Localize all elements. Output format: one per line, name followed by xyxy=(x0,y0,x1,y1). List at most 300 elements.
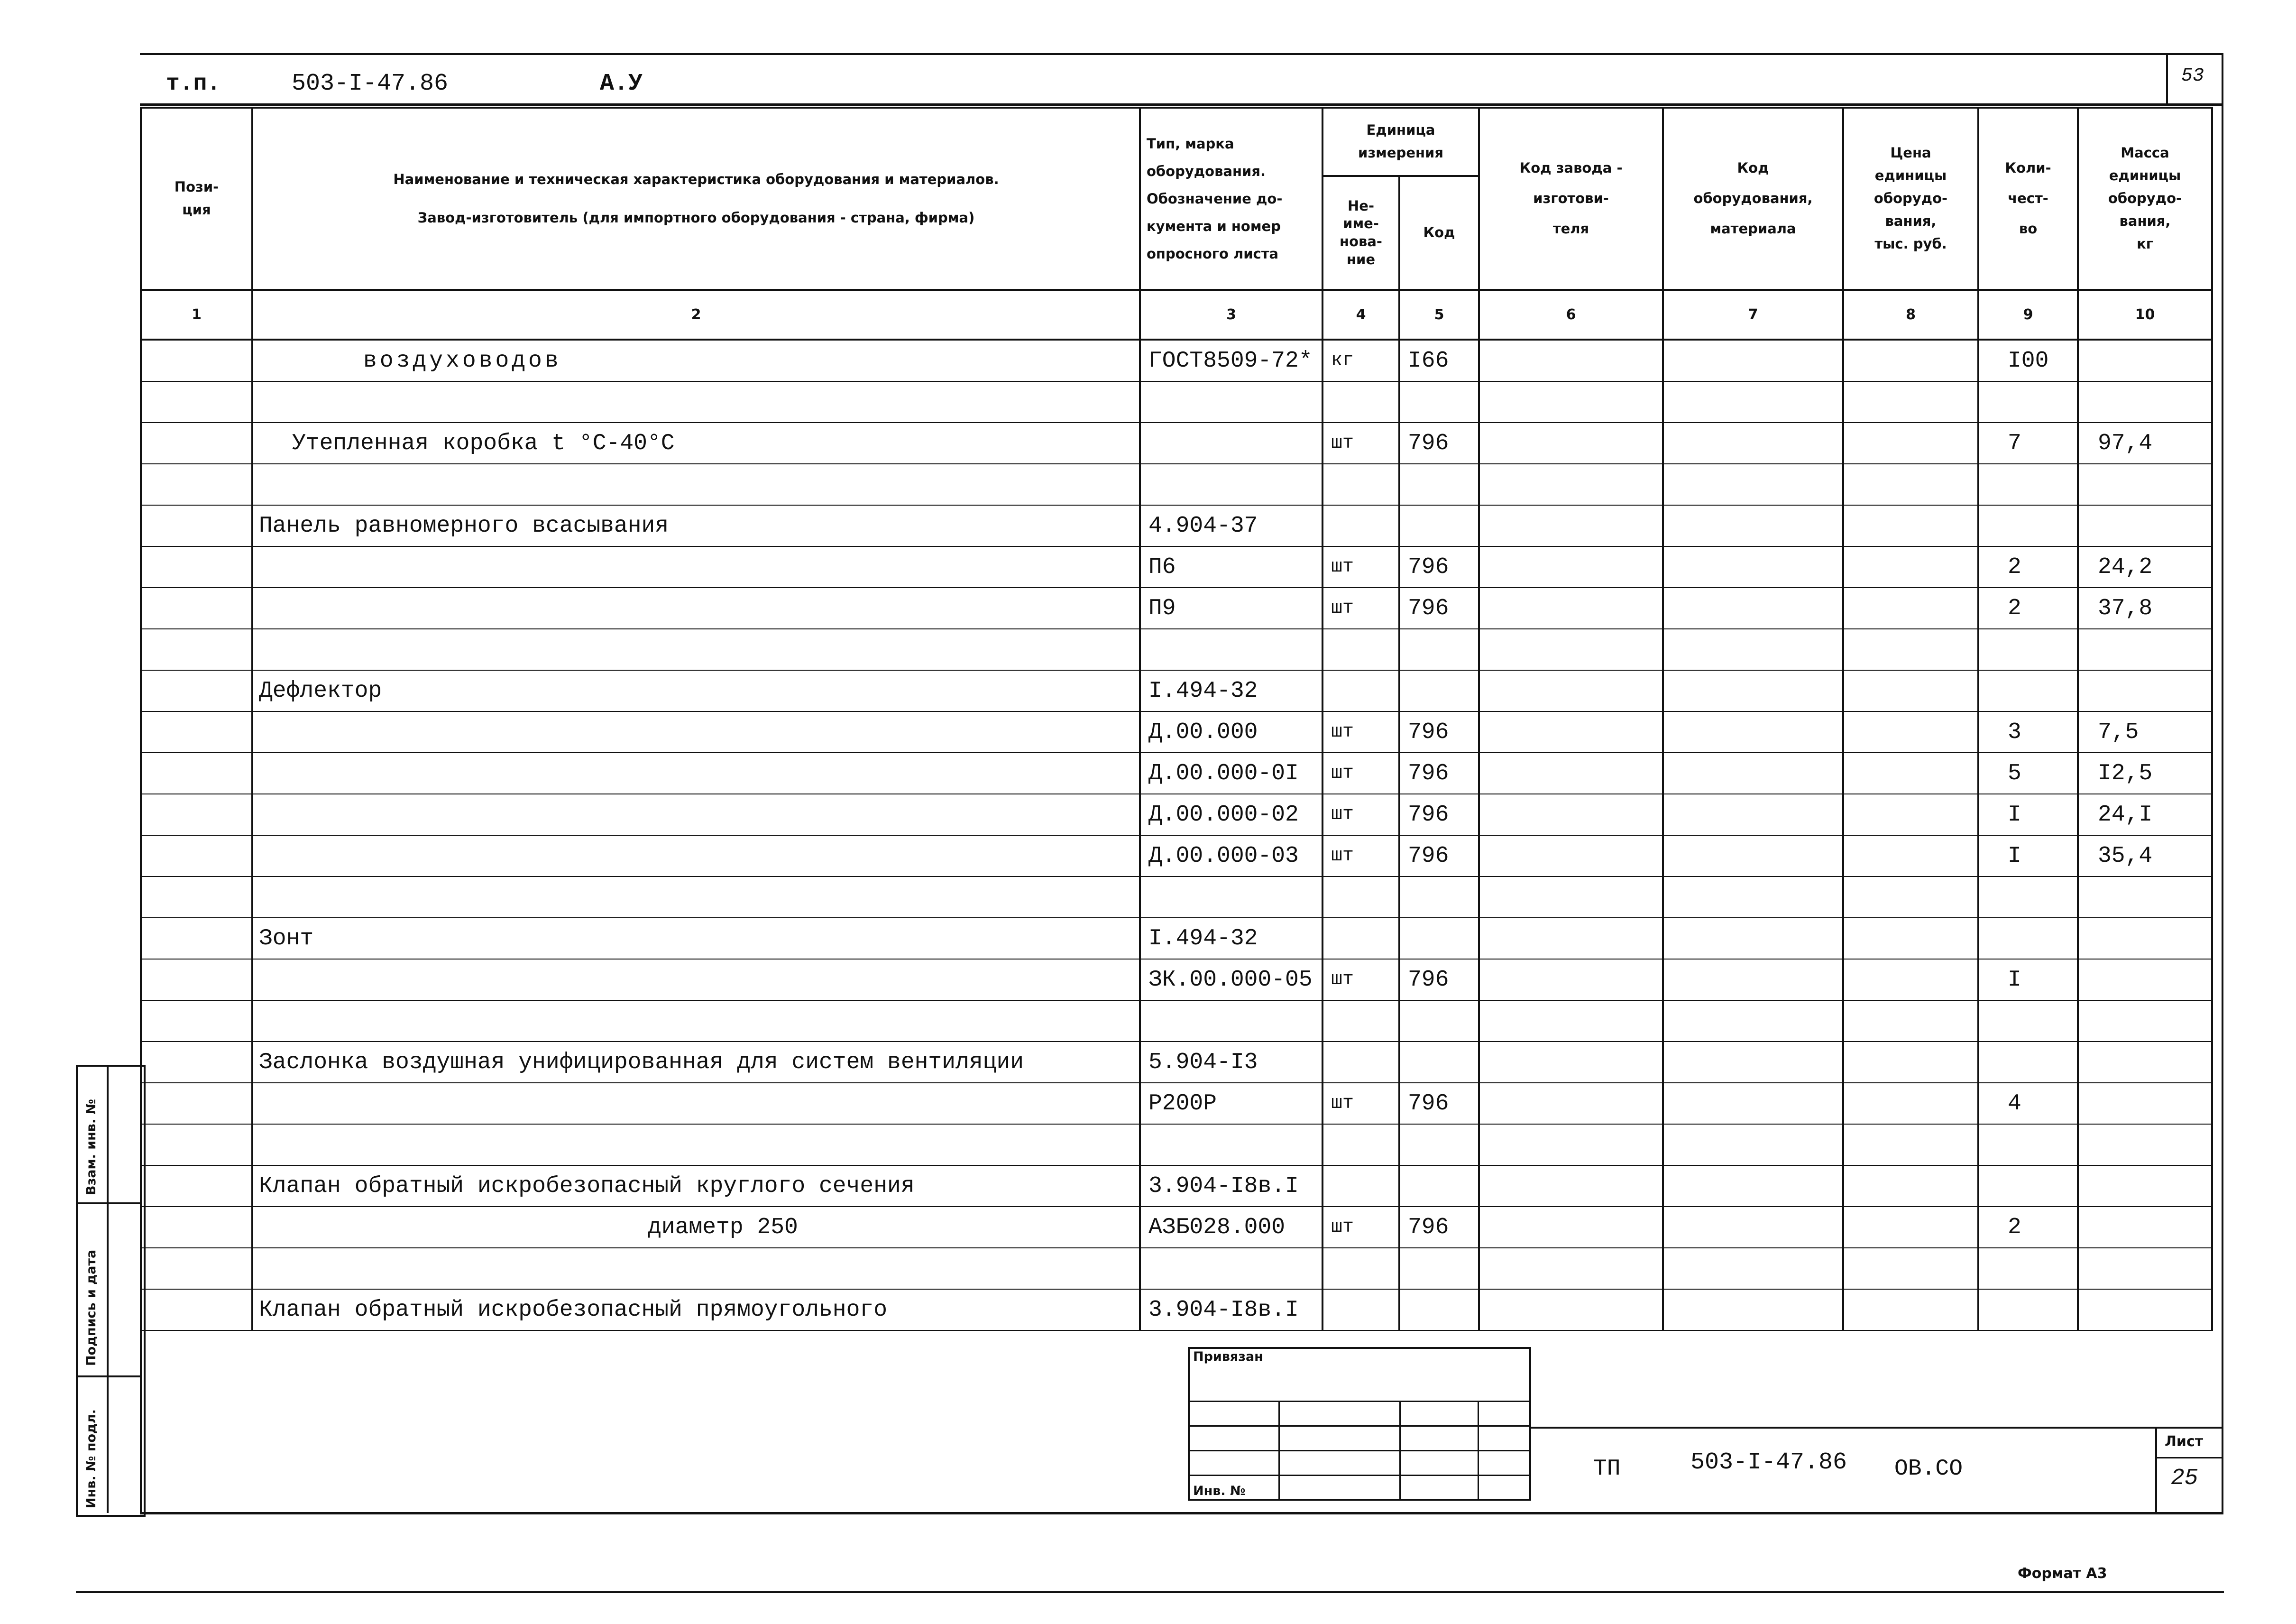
cell-type: ГОСТ8509-72* xyxy=(1140,340,1322,381)
cell-code: 796 xyxy=(1399,1207,1479,1248)
cell-qty xyxy=(1978,505,2078,546)
cell-code xyxy=(1399,1124,1479,1165)
cell-pos xyxy=(141,629,252,670)
table-row xyxy=(141,1165,2212,1207)
cell-item xyxy=(1663,505,1843,546)
cell-pos xyxy=(141,1124,252,1165)
cell-mass xyxy=(2078,464,2212,505)
cell-item xyxy=(1663,753,1843,794)
cell-maker xyxy=(1479,794,1663,835)
inv-label: Инв. № xyxy=(1193,1484,1246,1498)
cell-name xyxy=(252,877,1140,918)
cell-type xyxy=(1140,423,1322,464)
cell-item xyxy=(1663,1248,1843,1289)
cell-type xyxy=(1140,464,1322,505)
table-row xyxy=(141,835,2212,877)
side-vzam-label: Взам. инв. № xyxy=(84,1098,99,1195)
cell-name xyxy=(252,464,1140,505)
cell-item xyxy=(1663,1289,1843,1330)
cell-price xyxy=(1843,711,1978,753)
cell-name xyxy=(252,753,1140,794)
cell-type: ЗК.00.000-05 xyxy=(1140,959,1322,1000)
cell-type xyxy=(1140,877,1322,918)
cell-name: воздуховодов xyxy=(252,340,1140,381)
cell-item xyxy=(1663,1124,1843,1165)
cell-qty: 7 xyxy=(1978,423,2078,464)
cell-name xyxy=(252,546,1140,588)
column-number-row xyxy=(141,290,2212,340)
cell-maker xyxy=(1479,1000,1663,1042)
cell-price xyxy=(1843,423,1978,464)
cell-code xyxy=(1399,1165,1479,1207)
cell-pos xyxy=(141,711,252,753)
table-header-row xyxy=(141,108,2212,176)
cell-qty xyxy=(1978,918,2078,959)
col-price-header: Цена единицы оборудо- вания, тыс. руб. xyxy=(1843,108,1978,290)
cell-code xyxy=(1399,1248,1479,1289)
cell-pos xyxy=(141,381,252,423)
cell-type: Д.00.000 xyxy=(1140,711,1322,753)
column-number-2: 2 xyxy=(252,290,1140,340)
cell-code: 796 xyxy=(1399,1083,1479,1124)
cell-mass xyxy=(2078,959,2212,1000)
cell-item xyxy=(1663,1042,1843,1083)
col-name-header: Наименование и техническая характеристика оборудования и материалов. Завод-изготовитель (для импортного оборудования - страна, фирма) xyxy=(252,108,1140,290)
cell-pos xyxy=(141,340,252,381)
format-line xyxy=(76,1591,2224,1593)
cell-name: Заслонка воздушная унифицированная для систем вентиляции xyxy=(252,1042,1140,1083)
cell-name: Дефлектор xyxy=(252,670,1140,711)
top-border-line xyxy=(140,53,2222,55)
cell-maker xyxy=(1479,423,1663,464)
cell-pos xyxy=(141,1042,252,1083)
cell-code: 796 xyxy=(1399,588,1479,629)
table-row xyxy=(141,1207,2212,1248)
cell-code: 796 xyxy=(1399,959,1479,1000)
cell-mass xyxy=(2078,1083,2212,1124)
cell-qty xyxy=(1978,877,2078,918)
cell-type: 5.904-I3 xyxy=(1140,1042,1322,1083)
cell-qty xyxy=(1978,1165,2078,1207)
cell-code xyxy=(1399,629,1479,670)
cell-code: 796 xyxy=(1399,423,1479,464)
cell-unit xyxy=(1322,1000,1399,1042)
cell-maker xyxy=(1479,588,1663,629)
cell-name xyxy=(252,629,1140,670)
cell-unit xyxy=(1322,1042,1399,1083)
cell-item xyxy=(1663,959,1843,1000)
cell-unit: шт xyxy=(1322,588,1399,629)
cell-pos xyxy=(141,1248,252,1289)
cell-mass: 24,2 xyxy=(2078,546,2212,588)
cell-price xyxy=(1843,835,1978,877)
column-number-3: 3 xyxy=(1140,290,1322,340)
cell-maker xyxy=(1479,753,1663,794)
cell-mass: 97,4 xyxy=(2078,423,2212,464)
cell-pos xyxy=(141,546,252,588)
table-row xyxy=(141,381,2212,423)
cell-code xyxy=(1399,1042,1479,1083)
cell-qty: 2 xyxy=(1978,546,2078,588)
cell-item xyxy=(1663,1000,1843,1042)
col-qty-header: Коли- чест- во xyxy=(1978,108,2078,290)
cell-unit xyxy=(1322,1165,1399,1207)
cell-type: П9 xyxy=(1140,588,1322,629)
table-row xyxy=(141,588,2212,629)
cell-qty xyxy=(1978,670,2078,711)
cell-pos xyxy=(141,1083,252,1124)
table-row xyxy=(141,711,2212,753)
cell-mass xyxy=(2078,505,2212,546)
cell-code: 796 xyxy=(1399,794,1479,835)
cell-pos xyxy=(141,918,252,959)
cell-item xyxy=(1663,1083,1843,1124)
cell-code: 796 xyxy=(1399,711,1479,753)
cell-price xyxy=(1843,629,1978,670)
cell-mass xyxy=(2078,1124,2212,1165)
cell-unit xyxy=(1322,877,1399,918)
cell-type: I.494-32 xyxy=(1140,918,1322,959)
cell-name xyxy=(252,588,1140,629)
cell-mass: 37,8 xyxy=(2078,588,2212,629)
column-number-5: 5 xyxy=(1399,290,1479,340)
cell-mass xyxy=(2078,918,2212,959)
cell-item xyxy=(1663,877,1843,918)
column-number-9: 9 xyxy=(1978,290,2078,340)
cell-item xyxy=(1663,1207,1843,1248)
cell-price xyxy=(1843,1165,1978,1207)
stamp-tp: ТП xyxy=(1593,1456,1621,1482)
table-row xyxy=(141,546,2212,588)
cell-pos xyxy=(141,423,252,464)
sheet-box-left xyxy=(2155,1427,2157,1513)
col-mass-header: Масса единицы оборудо- вания, кг xyxy=(2078,108,2212,290)
cell-type xyxy=(1140,629,1322,670)
cell-mass: 24,I xyxy=(2078,794,2212,835)
cell-unit: шт xyxy=(1322,959,1399,1000)
cell-maker xyxy=(1479,1042,1663,1083)
cell-pos xyxy=(141,1165,252,1207)
cell-mass xyxy=(2078,1289,2212,1330)
side-inv-podl-label: Инв. № подл. xyxy=(84,1409,99,1508)
table-row xyxy=(141,1083,2212,1124)
cell-type: Д.00.000-03 xyxy=(1140,835,1322,877)
cell-item xyxy=(1663,464,1843,505)
bottom-frame-line xyxy=(140,1512,2223,1514)
cell-maker xyxy=(1479,1124,1663,1165)
table-row xyxy=(141,340,2212,381)
cell-type: Д.00.000-0I xyxy=(1140,753,1322,794)
cell-unit: шт xyxy=(1322,835,1399,877)
cell-type: 4.904-37 xyxy=(1140,505,1322,546)
cell-unit xyxy=(1322,464,1399,505)
cell-mass xyxy=(2078,670,2212,711)
column-number-4: 4 xyxy=(1322,290,1399,340)
bound-label-cell xyxy=(1189,1348,1530,1401)
cell-type: Д.00.000-02 xyxy=(1140,794,1322,835)
cell-code: 796 xyxy=(1399,753,1479,794)
cell-item xyxy=(1663,711,1843,753)
cell-qty xyxy=(1978,1248,2078,1289)
column-number-6: 6 xyxy=(1479,290,1663,340)
cell-name xyxy=(252,835,1140,877)
cell-qty: 4 xyxy=(1978,1083,2078,1124)
cell-item xyxy=(1663,423,1843,464)
col-type-header: Тип, марка оборудования. Обозначение до- кумента и номер опросного листа xyxy=(1140,108,1322,290)
cell-mass xyxy=(2078,340,2212,381)
cell-price xyxy=(1843,1083,1978,1124)
cell-price xyxy=(1843,959,1978,1000)
table-row xyxy=(141,505,2212,546)
cell-name xyxy=(252,794,1140,835)
cell-type xyxy=(1140,1000,1322,1042)
cell-qty: I xyxy=(1978,959,2078,1000)
cell-qty xyxy=(1978,464,2078,505)
cell-item xyxy=(1663,670,1843,711)
bound-stamp xyxy=(1188,1347,1531,1501)
cell-pos xyxy=(141,794,252,835)
cell-maker xyxy=(1479,918,1663,959)
cell-item xyxy=(1663,588,1843,629)
cell-price xyxy=(1843,1248,1978,1289)
cell-item xyxy=(1663,340,1843,381)
table-row xyxy=(141,1289,2212,1330)
bound-label: Привязан xyxy=(1193,1349,1263,1364)
sheet-label: Лист xyxy=(2165,1433,2204,1450)
cell-price xyxy=(1843,794,1978,835)
cell-name: Утепленная коробка t °С-40°С xyxy=(252,423,1140,464)
cell-pos xyxy=(141,1207,252,1248)
cell-maker xyxy=(1479,835,1663,877)
cell-maker xyxy=(1479,1165,1663,1207)
cell-maker xyxy=(1479,1248,1663,1289)
cell-unit xyxy=(1322,670,1399,711)
side-stamp-divider-1 xyxy=(76,1202,142,1204)
cell-unit: шт xyxy=(1322,711,1399,753)
table-row xyxy=(141,670,2212,711)
title-block-top-line xyxy=(1529,1427,2222,1429)
col-unit-name-header: Не- име- нова- ние xyxy=(1322,176,1399,290)
column-number-1: 1 xyxy=(141,290,252,340)
table-row xyxy=(141,1248,2212,1289)
cell-type xyxy=(1140,1124,1322,1165)
cell-pos xyxy=(141,959,252,1000)
cell-mass xyxy=(2078,1042,2212,1083)
cell-type: Р200Р xyxy=(1140,1083,1322,1124)
cell-item xyxy=(1663,546,1843,588)
side-stamp-divider-v xyxy=(107,1065,109,1513)
cell-price xyxy=(1843,1289,1978,1330)
cell-name xyxy=(252,1248,1140,1289)
cell-mass: 7,5 xyxy=(2078,711,2212,753)
column-number-10: 10 xyxy=(2078,290,2212,340)
cell-mass xyxy=(2078,1207,2212,1248)
cell-pos xyxy=(141,505,252,546)
side-stamp-divider-2 xyxy=(76,1375,142,1377)
cell-pos xyxy=(141,753,252,794)
cell-unit: шт xyxy=(1322,1207,1399,1248)
cell-item xyxy=(1663,629,1843,670)
cell-qty: 5 xyxy=(1978,753,2078,794)
cell-unit: шт xyxy=(1322,753,1399,794)
cell-code: 796 xyxy=(1399,835,1479,877)
cell-maker xyxy=(1479,1289,1663,1330)
cell-unit: кг xyxy=(1322,340,1399,381)
cell-code xyxy=(1399,464,1479,505)
cell-name xyxy=(252,711,1140,753)
cell-mass: I2,5 xyxy=(2078,753,2212,794)
cell-pos xyxy=(141,670,252,711)
cell-price xyxy=(1843,546,1978,588)
cell-price xyxy=(1843,753,1978,794)
cell-price xyxy=(1843,1000,1978,1042)
page-number: 53 xyxy=(2181,65,2204,87)
cell-mass: 35,4 xyxy=(2078,835,2212,877)
table-row xyxy=(141,794,2212,835)
cell-mass xyxy=(2078,1248,2212,1289)
cell-name: Клапан обратный искробезопасный прямоугольного xyxy=(252,1289,1140,1330)
cell-mass xyxy=(2078,1165,2212,1207)
cell-qty xyxy=(1978,1042,2078,1083)
cell-unit xyxy=(1322,918,1399,959)
table-row xyxy=(141,1000,2212,1042)
table-row xyxy=(141,464,2212,505)
cell-qty xyxy=(1978,1289,2078,1330)
cell-pos xyxy=(141,588,252,629)
cell-item xyxy=(1663,918,1843,959)
cell-price xyxy=(1843,588,1978,629)
cell-code xyxy=(1399,1289,1479,1330)
table-row xyxy=(141,918,2212,959)
table-row xyxy=(141,959,2212,1000)
cell-pos xyxy=(141,464,252,505)
cell-maker xyxy=(1479,877,1663,918)
cell-code xyxy=(1399,381,1479,423)
header-separator-line xyxy=(140,103,2222,106)
cell-code xyxy=(1399,505,1479,546)
cell-code: I66 xyxy=(1399,340,1479,381)
format-label: Формат А3 xyxy=(2018,1565,2107,1582)
cell-unit xyxy=(1322,1248,1399,1289)
cell-name xyxy=(252,959,1140,1000)
cell-unit xyxy=(1322,1124,1399,1165)
col-pos-header: Пози- ция xyxy=(141,108,252,290)
cell-type xyxy=(1140,381,1322,423)
inv-label-cell xyxy=(1189,1475,1279,1500)
col-item-code-header: Код оборудования, материала xyxy=(1663,108,1843,290)
column-number-8: 8 xyxy=(1843,290,1978,340)
cell-unit: шт xyxy=(1322,423,1399,464)
cell-code xyxy=(1399,877,1479,918)
header-prefix: т.п. xyxy=(166,71,221,97)
cell-price xyxy=(1843,1207,1978,1248)
cell-pos xyxy=(141,1289,252,1330)
cell-maker xyxy=(1479,546,1663,588)
cell-unit xyxy=(1322,505,1399,546)
cell-price xyxy=(1843,340,1978,381)
project-code: 503-I-47.86 xyxy=(292,70,449,97)
cell-type: 3.904-I8в.I xyxy=(1140,1165,1322,1207)
cell-code xyxy=(1399,918,1479,959)
sheet-number: 25 xyxy=(2171,1466,2198,1491)
cell-type: 3.904-I8в.I xyxy=(1140,1289,1322,1330)
table-body xyxy=(141,340,2212,1330)
cell-name: Зонт xyxy=(252,918,1140,959)
cell-maker xyxy=(1479,1083,1663,1124)
spec-table xyxy=(140,107,2213,1331)
cell-price xyxy=(1843,670,1978,711)
cell-item xyxy=(1663,1165,1843,1207)
page-number-divider xyxy=(2166,53,2168,106)
section-mark: А.У xyxy=(600,70,643,97)
cell-unit: шт xyxy=(1322,794,1399,835)
cell-price xyxy=(1843,918,1978,959)
cell-name xyxy=(252,1000,1140,1042)
cell-qty xyxy=(1978,1000,2078,1042)
col-maker-code-header: Код завода - изготови- теля xyxy=(1479,108,1663,290)
cell-maker xyxy=(1479,959,1663,1000)
cell-maker xyxy=(1479,505,1663,546)
cell-code xyxy=(1399,1000,1479,1042)
stamp-code: 503-I-47.86 xyxy=(1690,1449,1847,1476)
cell-name xyxy=(252,381,1140,423)
column-number-7: 7 xyxy=(1663,290,1843,340)
cell-unit xyxy=(1322,381,1399,423)
cell-qty: I xyxy=(1978,835,2078,877)
cell-maker xyxy=(1479,464,1663,505)
col-unit-code-header: Код xyxy=(1399,176,1479,290)
table-row xyxy=(141,877,2212,918)
cell-name xyxy=(252,1124,1140,1165)
table-row xyxy=(141,423,2212,464)
cell-maker xyxy=(1479,340,1663,381)
cell-maker xyxy=(1479,381,1663,423)
cell-item xyxy=(1663,835,1843,877)
cell-type: АЗБ028.000 xyxy=(1140,1207,1322,1248)
cell-item xyxy=(1663,794,1843,835)
cell-code xyxy=(1399,670,1479,711)
cell-price xyxy=(1843,1042,1978,1083)
table-row xyxy=(141,1124,2212,1165)
cell-qty xyxy=(1978,1124,2078,1165)
cell-qty: I00 xyxy=(1978,340,2078,381)
cell-maker xyxy=(1479,629,1663,670)
cell-pos xyxy=(141,835,252,877)
cell-price xyxy=(1843,381,1978,423)
cell-mass xyxy=(2078,381,2212,423)
right-border-line xyxy=(2222,53,2223,1514)
cell-qty: 2 xyxy=(1978,588,2078,629)
table-row xyxy=(141,753,2212,794)
cell-mass xyxy=(2078,1000,2212,1042)
cell-price xyxy=(1843,464,1978,505)
cell-pos xyxy=(141,877,252,918)
cell-qty xyxy=(1978,381,2078,423)
cell-maker xyxy=(1479,711,1663,753)
table-row xyxy=(141,629,2212,670)
cell-qty: 3 xyxy=(1978,711,2078,753)
cell-qty: I xyxy=(1978,794,2078,835)
cell-unit xyxy=(1322,629,1399,670)
cell-code: 796 xyxy=(1399,546,1479,588)
cell-item xyxy=(1663,381,1843,423)
sheet-box-divider xyxy=(2155,1457,2222,1458)
cell-qty: 2 xyxy=(1978,1207,2078,1248)
cell-mass xyxy=(2078,629,2212,670)
cell-maker xyxy=(1479,1207,1663,1248)
cell-name: Панель равномерного всасывания xyxy=(252,505,1140,546)
cell-name xyxy=(252,1083,1140,1124)
